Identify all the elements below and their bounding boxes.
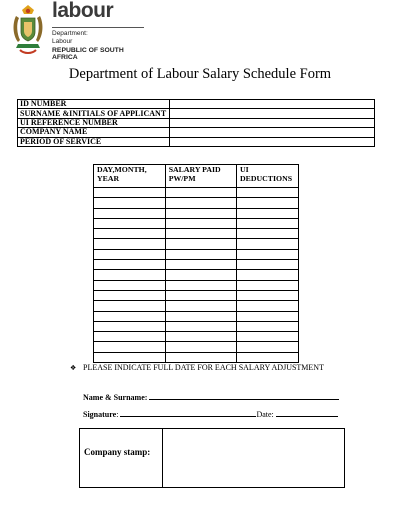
date-cell[interactable] xyxy=(94,218,166,228)
deductions-cell[interactable] xyxy=(237,218,299,228)
table-row xyxy=(94,218,299,228)
salary-cell[interactable] xyxy=(165,321,236,331)
applicant-name-label: SURNAME &INITIALS OF APPLICANT xyxy=(18,109,170,118)
schedule-rows xyxy=(94,188,299,363)
date-cell[interactable] xyxy=(94,352,166,362)
date-cell[interactable] xyxy=(94,342,166,352)
table-row xyxy=(18,128,375,137)
date-cell[interactable] xyxy=(94,290,166,300)
date-cell[interactable] xyxy=(94,301,166,311)
department-logo xyxy=(10,0,145,61)
logo-country-label: REPUBLIC OF SOUTH AFRICA xyxy=(52,47,124,61)
salary-schedule-table xyxy=(93,164,299,363)
salary-cell[interactable] xyxy=(165,311,236,321)
deductions-cell[interactable] xyxy=(237,332,299,342)
deductions-cell[interactable] xyxy=(237,188,299,198)
salary-cell[interactable] xyxy=(165,260,236,270)
table-row xyxy=(94,301,299,311)
date-cell[interactable] xyxy=(94,311,166,321)
deductions-cell[interactable] xyxy=(237,198,299,208)
signature-field[interactable] xyxy=(120,409,256,417)
name-surname-field[interactable] xyxy=(149,392,339,400)
date-label: Date: xyxy=(256,410,274,419)
table-row xyxy=(94,260,299,270)
salary-cell[interactable] xyxy=(165,218,236,228)
salary-cell[interactable] xyxy=(165,290,236,300)
logo-labour-label: Labour xyxy=(52,38,73,45)
signature-row: Signature: Date: xyxy=(83,409,338,419)
table-row xyxy=(94,229,299,239)
applicant-name-field[interactable] xyxy=(170,109,375,118)
table-row xyxy=(94,239,299,249)
deductions-cell[interactable] xyxy=(237,249,299,259)
company-name-label: COMPANY NAME xyxy=(18,128,170,137)
deductions-cell[interactable] xyxy=(237,321,299,331)
deductions-cell[interactable] xyxy=(237,208,299,218)
deductions-column-header: UI DEDUCTIONS xyxy=(237,165,299,188)
deductions-cell[interactable] xyxy=(237,229,299,239)
stamp-divider xyxy=(162,429,163,487)
salary-cell[interactable] xyxy=(165,270,236,280)
date-cell[interactable] xyxy=(94,188,166,198)
ui-reference-field[interactable] xyxy=(170,118,375,127)
salary-cell[interactable] xyxy=(165,198,236,208)
salary-cell[interactable] xyxy=(165,208,236,218)
date-cell[interactable] xyxy=(94,239,166,249)
table-row xyxy=(18,137,375,146)
form-title: Department of Labour Salary Schedule Form xyxy=(68,66,332,82)
name-surname-row xyxy=(83,392,339,402)
salary-cell[interactable] xyxy=(165,229,236,239)
logo-divider xyxy=(52,27,144,28)
table-row xyxy=(94,208,299,218)
table-row xyxy=(94,290,299,300)
salary-cell[interactable] xyxy=(165,352,236,362)
company-stamp-box xyxy=(79,428,345,488)
table-row xyxy=(94,249,299,259)
name-surname-label: Name & Surname: xyxy=(83,393,148,402)
table-row xyxy=(94,321,299,331)
signature-label: Signature xyxy=(83,410,117,419)
instruction-text: PLEASE INDICATE FULL DATE FOR EACH SALARY ADJUSTMENT xyxy=(83,363,324,372)
salary-cell[interactable] xyxy=(165,280,236,290)
coat-of-arms-icon xyxy=(10,2,46,58)
date-field[interactable] xyxy=(276,409,338,417)
table-row xyxy=(94,352,299,362)
deductions-cell[interactable] xyxy=(237,301,299,311)
table-row xyxy=(94,342,299,352)
instruction-note xyxy=(70,363,324,372)
date-cell[interactable] xyxy=(94,229,166,239)
date-cell[interactable] xyxy=(94,208,166,218)
date-cell[interactable] xyxy=(94,198,166,208)
logo-wordmark: labour xyxy=(52,0,114,22)
deductions-cell[interactable] xyxy=(237,270,299,280)
deductions-cell[interactable] xyxy=(237,280,299,290)
table-header-row xyxy=(94,165,299,188)
date-cell[interactable] xyxy=(94,332,166,342)
salary-cell[interactable] xyxy=(165,249,236,259)
table-row xyxy=(94,270,299,280)
diamond-bullet-icon: ❖ xyxy=(70,364,77,372)
salary-cell[interactable] xyxy=(165,301,236,311)
salary-cell[interactable] xyxy=(165,239,236,249)
ui-reference-label: UI REFERENCE NUMBER xyxy=(18,118,170,127)
date-cell[interactable] xyxy=(94,321,166,331)
table-row xyxy=(18,109,375,118)
applicant-info-table xyxy=(17,99,375,147)
salary-cell[interactable] xyxy=(165,342,236,352)
period-of-service-field[interactable] xyxy=(170,137,375,146)
deductions-cell[interactable] xyxy=(237,260,299,270)
table-row xyxy=(18,100,375,109)
table-row xyxy=(94,332,299,342)
date-column-header: DAY,MONTH, YEAR xyxy=(94,165,166,188)
deductions-cell[interactable] xyxy=(237,352,299,362)
logo-department-label: Department: xyxy=(52,30,88,37)
deductions-cell[interactable] xyxy=(237,311,299,321)
table-row xyxy=(94,198,299,208)
company-stamp-label: Company stamp: xyxy=(84,447,151,457)
id-number-field[interactable] xyxy=(170,100,375,109)
table-row xyxy=(18,118,375,127)
company-name-field[interactable] xyxy=(170,128,375,137)
date-cell[interactable] xyxy=(94,270,166,280)
deductions-cell[interactable] xyxy=(237,239,299,249)
id-number-label: ID NUMBER xyxy=(18,100,170,109)
period-of-service-label: PERIOD OF SERVICE xyxy=(18,137,170,146)
salary-column-header: SALARY PAID PW/PM xyxy=(165,165,236,188)
salary-cell[interactable] xyxy=(165,332,236,342)
table-row xyxy=(94,280,299,290)
date-cell[interactable] xyxy=(94,280,166,290)
salary-cell[interactable] xyxy=(165,188,236,198)
date-cell[interactable] xyxy=(94,249,166,259)
table-row xyxy=(94,188,299,198)
deductions-cell[interactable] xyxy=(237,342,299,352)
deductions-cell[interactable] xyxy=(237,290,299,300)
table-row xyxy=(94,311,299,321)
date-cell[interactable] xyxy=(94,260,166,270)
